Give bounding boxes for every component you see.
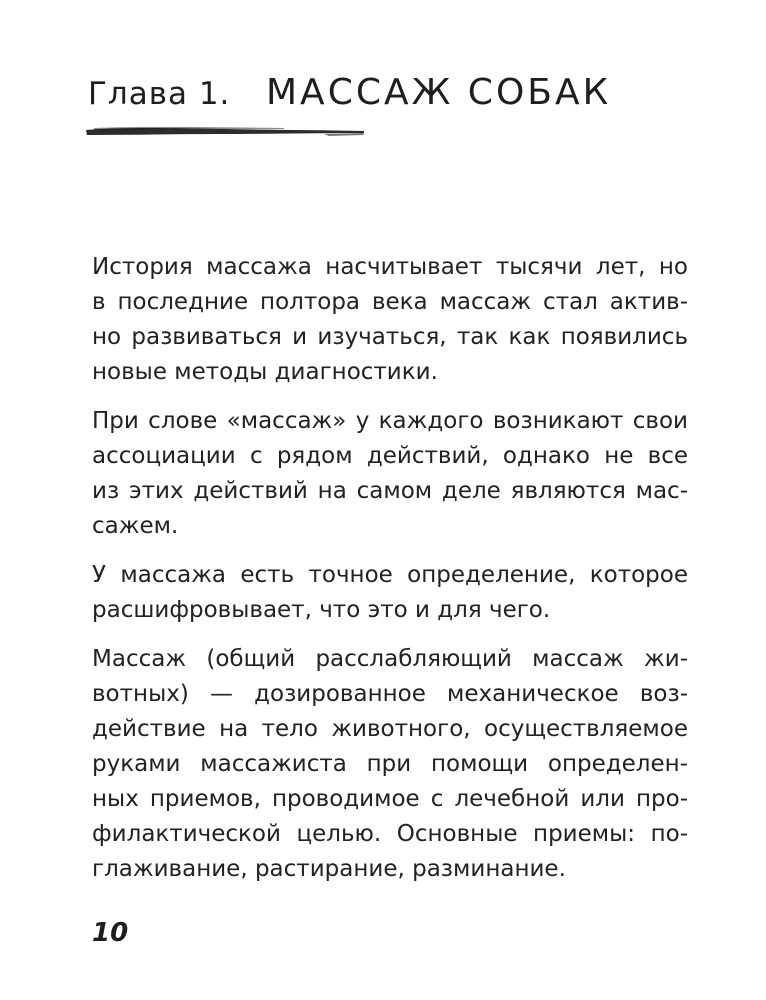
text-line: расшифровывает, что это и для чего.: [92, 597, 551, 623]
text-line: ных приемов, проводимое с лечебной или про-: [92, 786, 688, 812]
text-line: История массажа насчитывает тысячи лет, но: [92, 254, 688, 280]
chapter-title: МАССАЖ СОБАК: [266, 72, 612, 113]
page-number: 10: [92, 918, 129, 948]
text-line: сажем.: [92, 513, 179, 539]
chapter-number: Глава 1.: [88, 76, 231, 112]
text-line: вотных) — дозированное механическое воз-: [92, 681, 688, 707]
paragraph-definition-intro: [92, 558, 688, 628]
text-line: ассоциации с рядом действий, однако не все: [92, 443, 688, 469]
text-line: новые методы диагностики.: [92, 359, 438, 385]
text-line: действие на тело животного, осуществляемое: [92, 716, 688, 742]
chapter-heading: [88, 72, 688, 122]
paragraph-associations: [92, 404, 688, 544]
text-line: в последние полтора века массаж стал актив-: [92, 289, 688, 315]
text-line: филактической целью. Основные приемы: по-: [92, 821, 688, 847]
text-line: из этих действий на самом деле являются мас-: [92, 478, 688, 504]
text-line: Массаж (общий расслабляющий массаж жи-: [92, 646, 688, 672]
text-line: руками массажиста при помощи определен-: [92, 751, 688, 777]
text-line: но развиваться и изучаться, так как появились: [92, 324, 688, 350]
text-line: глаживание, растирание, разминание.: [92, 856, 566, 882]
text-line: У массажа есть точное определение, которое: [92, 562, 688, 588]
body-text: [92, 250, 688, 901]
paragraph-history: [92, 250, 688, 390]
paragraph-definition: [92, 642, 688, 887]
text-line: При слове «массаж» у каждого возникают свои: [92, 408, 688, 434]
brush-stroke-underline: [84, 124, 366, 138]
